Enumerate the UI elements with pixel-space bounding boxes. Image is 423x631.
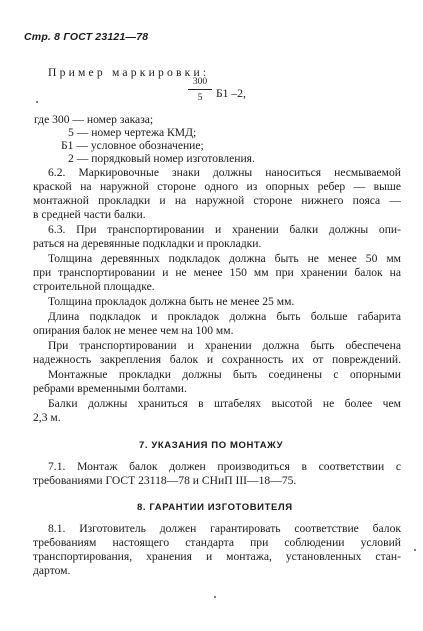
legend-line: где 300 — номер заказа; xyxy=(34,113,154,126)
page-header: Стр. 8 ГОСТ 23121—78 xyxy=(24,31,149,43)
paragraph-line: надежность закрепления балок и сохранность их от повреждений. xyxy=(33,353,401,366)
fraction-denominator: 5 xyxy=(197,93,203,103)
legend-line: 2 — порядковый номер изготовления. xyxy=(68,152,255,165)
paragraph-line: ребрами временными болтами. xyxy=(33,382,187,395)
paragraph-line: в средней части балки. xyxy=(33,208,146,221)
section-7-heading: 7. УКАЗАНИЯ ПО МОНТАЖУ xyxy=(139,440,284,451)
paragraph-line: раться на деревянные подкладки и прокладки. xyxy=(33,237,262,250)
marking-suffix: Б1 –2, xyxy=(216,87,246,100)
paragraph-line: 6.3. При транспортировании и хранении балки должны опи- xyxy=(48,223,401,236)
paragraph-line: требованиями ГОСТ 23118—78 и СНиП III—18—75. xyxy=(33,474,297,487)
paragraph-line: 6.2. Маркировочные знаки должны наноситься несмываемой xyxy=(48,166,401,179)
paragraph-line: Толщина прокладок должна быть не менее 25 мм. xyxy=(48,295,295,308)
scan-speck xyxy=(414,549,416,551)
paragraph-line: транспортирования, хранения и монтажа, установленных стан- xyxy=(33,550,401,563)
paragraph-line: При транспортировании и хранении должна быть обеспечена xyxy=(48,339,401,352)
paragraph-line: Толщина деревянных подкладок должна быть не менее 50 мм xyxy=(48,252,401,265)
legend-line: 5 — номер чертежа КМД; xyxy=(68,126,197,139)
scan-speck xyxy=(36,101,38,103)
paragraph-line: требованиям настоящего стандарта при соблюдении условий xyxy=(33,536,401,549)
paragraph-line: Балки должны храниться в штабелях высотой не более чем xyxy=(48,397,401,410)
paragraph-line: Монтажные прокладки должны быть соединены с опорными xyxy=(48,368,401,381)
legend-line: Б1 — условное обозначение; xyxy=(61,139,204,152)
marking-fraction xyxy=(188,76,212,104)
paragraph-line: 2,3 м. xyxy=(33,411,61,424)
paragraph-line: дартом. xyxy=(33,564,71,577)
paragraph-line: опирания балок не менее чем на 100 мм. xyxy=(33,324,234,337)
paragraph-line: 7.1. Монтаж балок должен производиться в соответствии с xyxy=(48,460,401,473)
paragraph-line: 8.1. Изготовитель должен гарантировать соответствие балок xyxy=(48,522,401,535)
paragraph-line: монтажной прокладки и на наружной стороне нижнего пояса — xyxy=(33,194,401,207)
section-8-heading: 8. ГАРАНТИИ ИЗГОТОВИТЕЛЯ xyxy=(137,502,293,513)
paragraph-line: при транспортировании и не менее 150 мм при хранении балок на xyxy=(33,266,401,279)
scan-speck xyxy=(214,596,216,598)
fraction-numerator: 300 xyxy=(188,76,212,90)
paragraph-line: Длина подкладок и прокладок должна быть больше габарита xyxy=(48,310,401,323)
marking-example-title: Пример маркировки: xyxy=(48,66,210,79)
paragraph-line: краской на наружной стороне одного из опорных ребер — выше xyxy=(33,180,401,193)
paragraph-line: строительной площадке. xyxy=(33,280,155,293)
